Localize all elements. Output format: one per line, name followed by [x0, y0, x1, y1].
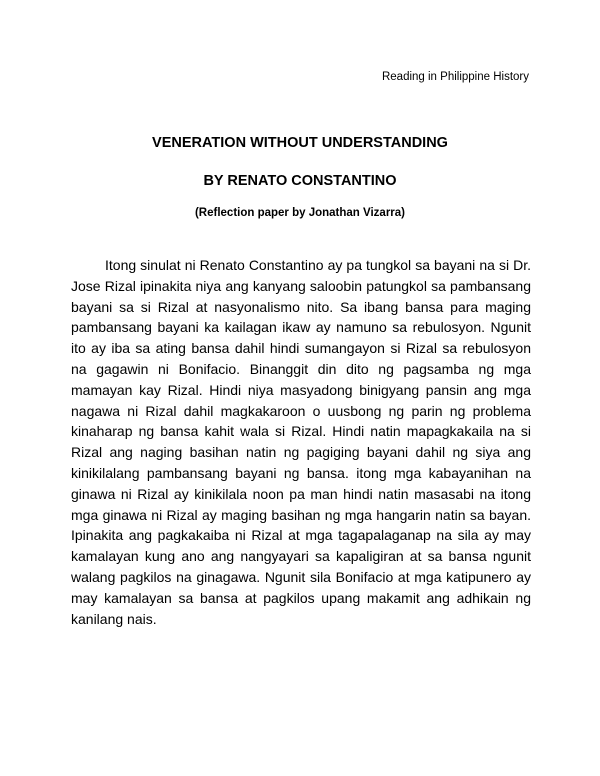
- running-header: Reading in Philippine History: [381, 71, 529, 83]
- document-author-line: BY RENATO CONSTANTINO: [203, 173, 397, 189]
- document-title: VENERATION WITHOUT UNDERSTANDING: [152, 135, 448, 151]
- document-subtitle: (Reflection paper by Jonathan Vizarra): [194, 207, 406, 219]
- body-paragraph: Itong sinulat ni Renato Constantino ay pa tungkol sa bayani na si Dr. Jose Rizal ipinakita niya ang kanyang saloobin patungkol sa pambansang bayani sa si Rizal at nasyonalismo nito. Sa ibang bansa para maging pambansang bayani ka kailagan ikaw ay namuno sa rebulosyon. Ngunit ito ay iba sa ating bansa dahil hindi sumangayon si Rizal sa rebulosyon na gagawin ni Bonifacio. Binanggit din dito ng pagsamba ng mga mamayan kay Rizal. Hindi niya masyadong binigyang pansin ang mga nagawa ni Rizal dahil magkakaroon o uusbong ng parin ng problema kinaharap ng bansa kahit wala si Rizal. Hindi natin mapagkakaila na si Rizal ang naging basihan natin ng pagiging bayani dahil ng siya ang kinikilalang pambansang bayani ng bansa. itong mga kabayanihan na ginawa ni Rizal ay kinikilala noon pa man hindi natin masasabi na itong mga ginawa ni Rizal ay maging basihan ng mga hangarin natin sa bayan. Ipinakita ang pagkakaiba ni Rizal at mga tagapalaganap na sila ay may kamalayan kung ano ang nangyayari sa kapaligiran at sa bansa ngunit walang pagkilos na ginagawa. Ngunit sila Bonifacio at mga katipunero ay may kamalayan sa bansa at pagkilos upang makamit ang adhikain ng kanilang nais.: [71, 257, 531, 627]
